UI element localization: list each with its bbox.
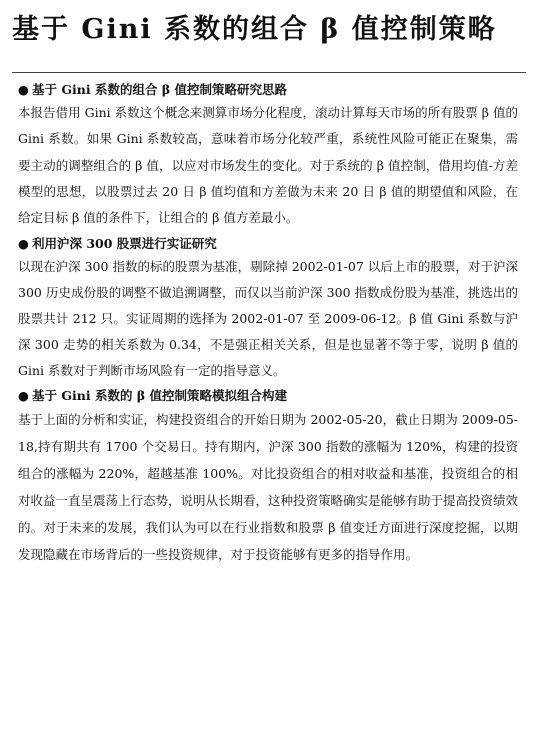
section-paragraph: 以现在沪深 300 指数的标的股票为基准，剔除掉 2002-01-07 以后上市的股票，对于沪深 300 历史成份股的调整不做追溯调整，而仅以当前沪深 300 指数成份股为基准，挑选出的股票共计 212 只。实证周期的选择为 2002-01-07 至 2009-06-12。β 值 Gini 系数与沪深 300 走势的相关系数为 0.34，不是强正相关关系，但是也显著不等于零，说明 β 值的 Gini 系数对于判断市场风险有一定的指导意义。 xyxy=(18,259,518,378)
bullet-icon: ● xyxy=(18,388,29,404)
section-heading xyxy=(18,234,518,254)
section-paragraph: 本报告借用 Gini 系数这个概念来测算市场分化程度，滚动计算每天市场的所有股票 β 值的 Gini 系数。如果 Gini 系数较高，意味着市场分化较严重，系统性风险可能正在聚集，需要主动的调整组合的 β 值，以应对市场发生的变化。对于系统的 β 值控制，借用均值-方差模型的思想，以股票过去 20 日 β 值均值和方差做为未来 20 日 β 值的期望值和风险，在给定目标 β 值的条件下，让组合的 β 值方差最小。 xyxy=(18,105,518,226)
section-empirical-study xyxy=(18,234,518,383)
section-heading-text: 利用沪深 300 股票进行实证研究 xyxy=(32,236,217,252)
page-title: 基于 Gini 系数的组合 β 值控制策略 xyxy=(12,14,497,45)
bullet-icon: ● xyxy=(18,236,29,252)
section-heading-text: 基于 Gini 系数的组合 β 值控制策略研究思路 xyxy=(32,82,287,97)
title-divider xyxy=(12,72,526,73)
section-research-approach xyxy=(18,80,518,231)
section-heading xyxy=(18,386,518,406)
report-summary xyxy=(18,80,518,568)
section-heading xyxy=(18,80,518,100)
section-heading-text: 基于 Gini 系数的 β 值控制策略模拟组合构建 xyxy=(32,388,287,404)
bullet-icon: ● xyxy=(18,82,29,97)
section-portfolio-construction xyxy=(18,386,518,568)
section-paragraph: 基于上面的分析和实证，构建投资组合的开始日期为 2002-05-20，截止日期为 2009-05-18,持有期共有 1700 个交易日。持有期内，沪深 300 指数的涨幅为 120%，构建的投资组合的涨幅为 220%，超越基准 100%。对比投资组合的相对收益和基准，投资组合的相对收益一直呈震荡上行态势，说明从长期看，这种投资策略确实是能够有助于提高投资绩效的。对于未来的发展，我们认为可以在行业指数和股票 β 值变迁方面进行深度挖掘，以期发现隐藏在市场背后的一些投资规律，对于投资能够有更多的指导作用。 xyxy=(18,412,519,563)
